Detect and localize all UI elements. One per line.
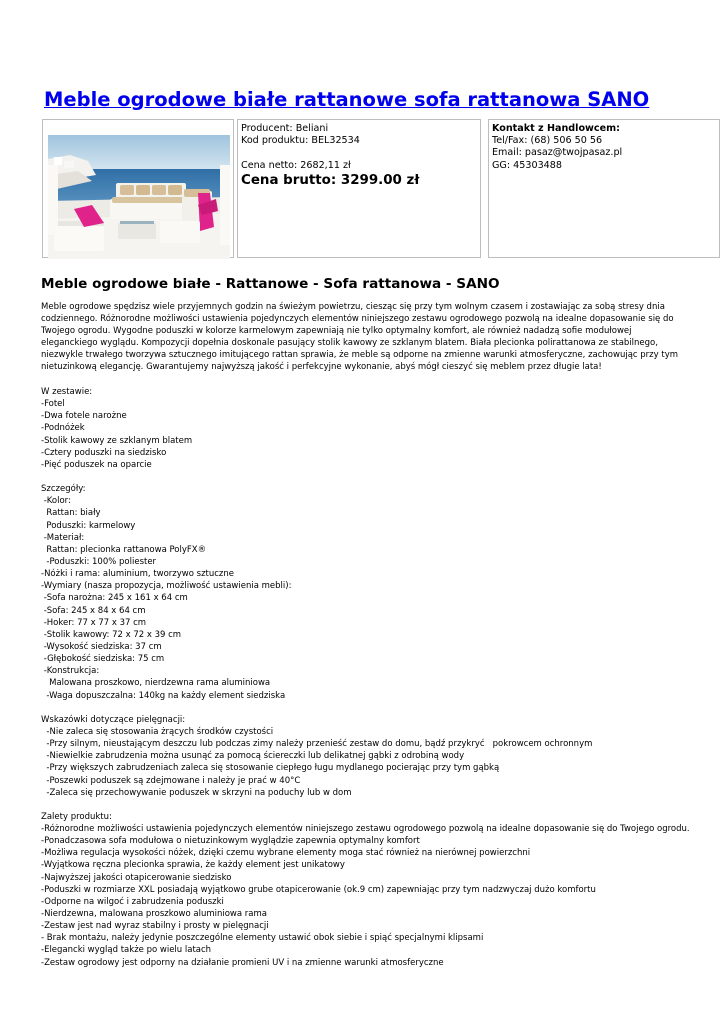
details-line: -Konstrukcja: [41, 666, 100, 677]
details-line: -Ponadczasowa sofa modułowa o nietuzinkowym wyglądzie zapewnia optymalny komfort [41, 836, 420, 847]
details-line: -Nie zaleca się stosowania żrących środków czystości [41, 726, 274, 737]
details-line: -Cztery poduszki na siedzisko [41, 447, 167, 458]
details-line: -Stolik kawowy: 72 x 72 x 39 cm [41, 629, 182, 640]
blank-line [41, 471, 681, 483]
product-info-table [42, 119, 679, 260]
details-line: Rattan: plecionka rattanowa PolyFX® [41, 544, 207, 555]
product-image-cell [42, 119, 234, 258]
details-line: -Głębokość siedziska: 75 cm [41, 654, 165, 665]
details-line: Malowana proszkowo, nierdzewna rama aluminiowa [41, 678, 271, 689]
gross-price: Cena brutto: 3299.00 zł [241, 172, 420, 188]
contact-cell [488, 119, 720, 258]
product-title-link[interactable]: Meble ogrodowe białe rattanowe sofa rattanowa SANO [44, 88, 650, 111]
details-line: - Brak montażu, należy jedynie poszczególne elementy ustawić obok siebie i spiąć specjalnymi klipsami [41, 933, 484, 944]
details-line: -Nóżki i rama: aluminium, tworzywo sztuczne [41, 569, 235, 580]
details-line: -Przy silnym, nieustającym deszczu lub podczas zimy należy przenieść zestaw do domu, bądź przykryć pokrowcem ochronnym [41, 739, 593, 750]
details-line: -Waga dopuszczalna: 140kg na każdy element siedziska [41, 690, 286, 701]
details-line: -Stolik kawowy ze szklanym blatem [41, 435, 193, 446]
details-line: -Materiał: [41, 532, 85, 543]
details-line: -Elegancki wygląd także po wielu latach [41, 945, 212, 956]
product-code: Kod produktu: BEL32534 [241, 135, 360, 147]
producer: Producent: Beliani [241, 123, 329, 134]
details-line: -Wysokość siedziska: 37 cm [41, 641, 162, 652]
details-line: -Sofa narożna: 245 x 161 x 64 cm [41, 593, 188, 604]
section-heading: Meble ogrodowe białe - Rattanowe - Sofa rattanowa - SANO [41, 276, 500, 292]
details-line: -Sofa: 245 x 84 x 64 cm [41, 605, 146, 616]
details-line: -Pięć poduszek na oparcie [41, 459, 152, 470]
details-line: -Możliwa regulacja wysokości nóżek, dzięki czemu wybrane elementy moga stać również na nierównej powierzchni [41, 848, 531, 859]
contact-heading: Kontakt z Handlowcem: [492, 123, 620, 134]
contact-email: Email: pasaz@twojpasaz.pl [492, 147, 623, 159]
details-line: -Nierdzewna, malowana proszkowo aluminiowa rama [41, 909, 267, 920]
product-description: Meble ogrodowe spędzisz wiele przyjemnych godzin na świeżym powietrzu, ciesząc się przy tym wolnym czasem i zostawiając za sobą stresy dnia codziennego. Różnorodne możliwości ustawienia pojedynczych elementów niniejszego zestawu ogrodowego pozwolą na idealne dopasowanie się do Twojego ogrodu. Wygodne poduszki w kolorze karmelowym zapewniają nie tylko optymalny komfort, ale również nadadzą sofie modułowej eleganckiego wyglądu. Kompozycji dopełnia doskonale pasujący stolik kawowy ze szklanym blatem. Biała plecionka polirattanowa ze stabilnego, niezwykle trwałego tworzywa sztucznego imitującego rattan sprawia, że meble są odporne na zmienne warunki atmosferyczne, zachowując przy tym nietuzinkową elegancję. Gwarantujemy najwyższą jakość i perfekcyjne wykonanie, abyś mógł cieszyć się meblem przez długie lata! [41, 302, 679, 372]
contact-gg: GG: 45303488 [492, 159, 562, 171]
product-details-cell [237, 119, 481, 258]
details-line: -Wymiary (nasza propozycja, możliwość ustawienia mebli): [41, 581, 292, 592]
details-line: -Odporne na wilgoć i zabrudzenia poduszki [41, 896, 224, 907]
details-line: -Zaleca się przechowywanie poduszek w skrzyni na poduchy lub w dom [41, 787, 352, 798]
details-line: -Zestaw jest nad wyraz stabilny i prosty w pielęgnacji [41, 921, 269, 932]
details-line: Wskazówki dotyczące pielęgnacji: [41, 714, 186, 725]
details-line: -Przy większych zabrudzeniach zaleca się stosowanie ciepłego ługu mydlanego pocierając przy tym gąbką [41, 763, 500, 774]
details-line: -Hoker: 77 x 77 x 37 cm [41, 617, 147, 628]
details-line: -Poduszki: 100% poliester [41, 556, 157, 567]
details-line: -Niewielkie zabrudzenia można usunąć za pomocą ściereczki lub delikatnej gąbki z odrobiną wody [41, 751, 465, 762]
details-line: -Kolor: [41, 496, 71, 507]
blank-line [41, 799, 681, 811]
details-line: -Najwyższej jakości otapicerowanie siedzisko [41, 872, 232, 883]
details-line: -Poszewki poduszek są zdejmowane i należy je prać w 40°C [41, 775, 301, 786]
details-line: -Wyjątkowa ręczna plecionka sprawia, że każdy element jest unikatowy [41, 860, 345, 871]
details-line: -Różnorodne możliwości ustawienia pojedynczych elementów niniejszego zestawu ogrodowego pozwolą na idealne dopasowanie się do Twojego ogrodu. [41, 824, 690, 835]
details-line: Zalety produktu: [41, 811, 112, 822]
product-details-list [41, 386, 690, 969]
details-line: -Zestaw ogrodowy jest odporny na działanie promieni UV i na zmienne warunki atmosferyczne [41, 957, 444, 968]
details-line: Rattan: biały [41, 508, 101, 519]
details-line: Szczegóły: [41, 484, 86, 495]
details-line: Poduszki: karmelowy [41, 520, 136, 531]
product-photo [48, 135, 230, 259]
net-price: Cena netto: 2682,11 zł [241, 159, 351, 171]
details-line: W zestawie: [41, 387, 93, 397]
details-line: -Podnóżek [41, 423, 85, 434]
contact-phone: Tel/Fax: (68) 506 50 56 [492, 135, 603, 147]
blank-line [41, 702, 681, 714]
details-line: -Fotel [41, 399, 65, 410]
details-line: -Poduszki w rozmiarze XXL posiadają wyjątkowo grube otapicerowanie (ok.9 cm) zapewniając przy tym nadzwyczaj dużo komfortu [41, 884, 596, 895]
details-line: -Dwa fotele narożne [41, 411, 127, 422]
